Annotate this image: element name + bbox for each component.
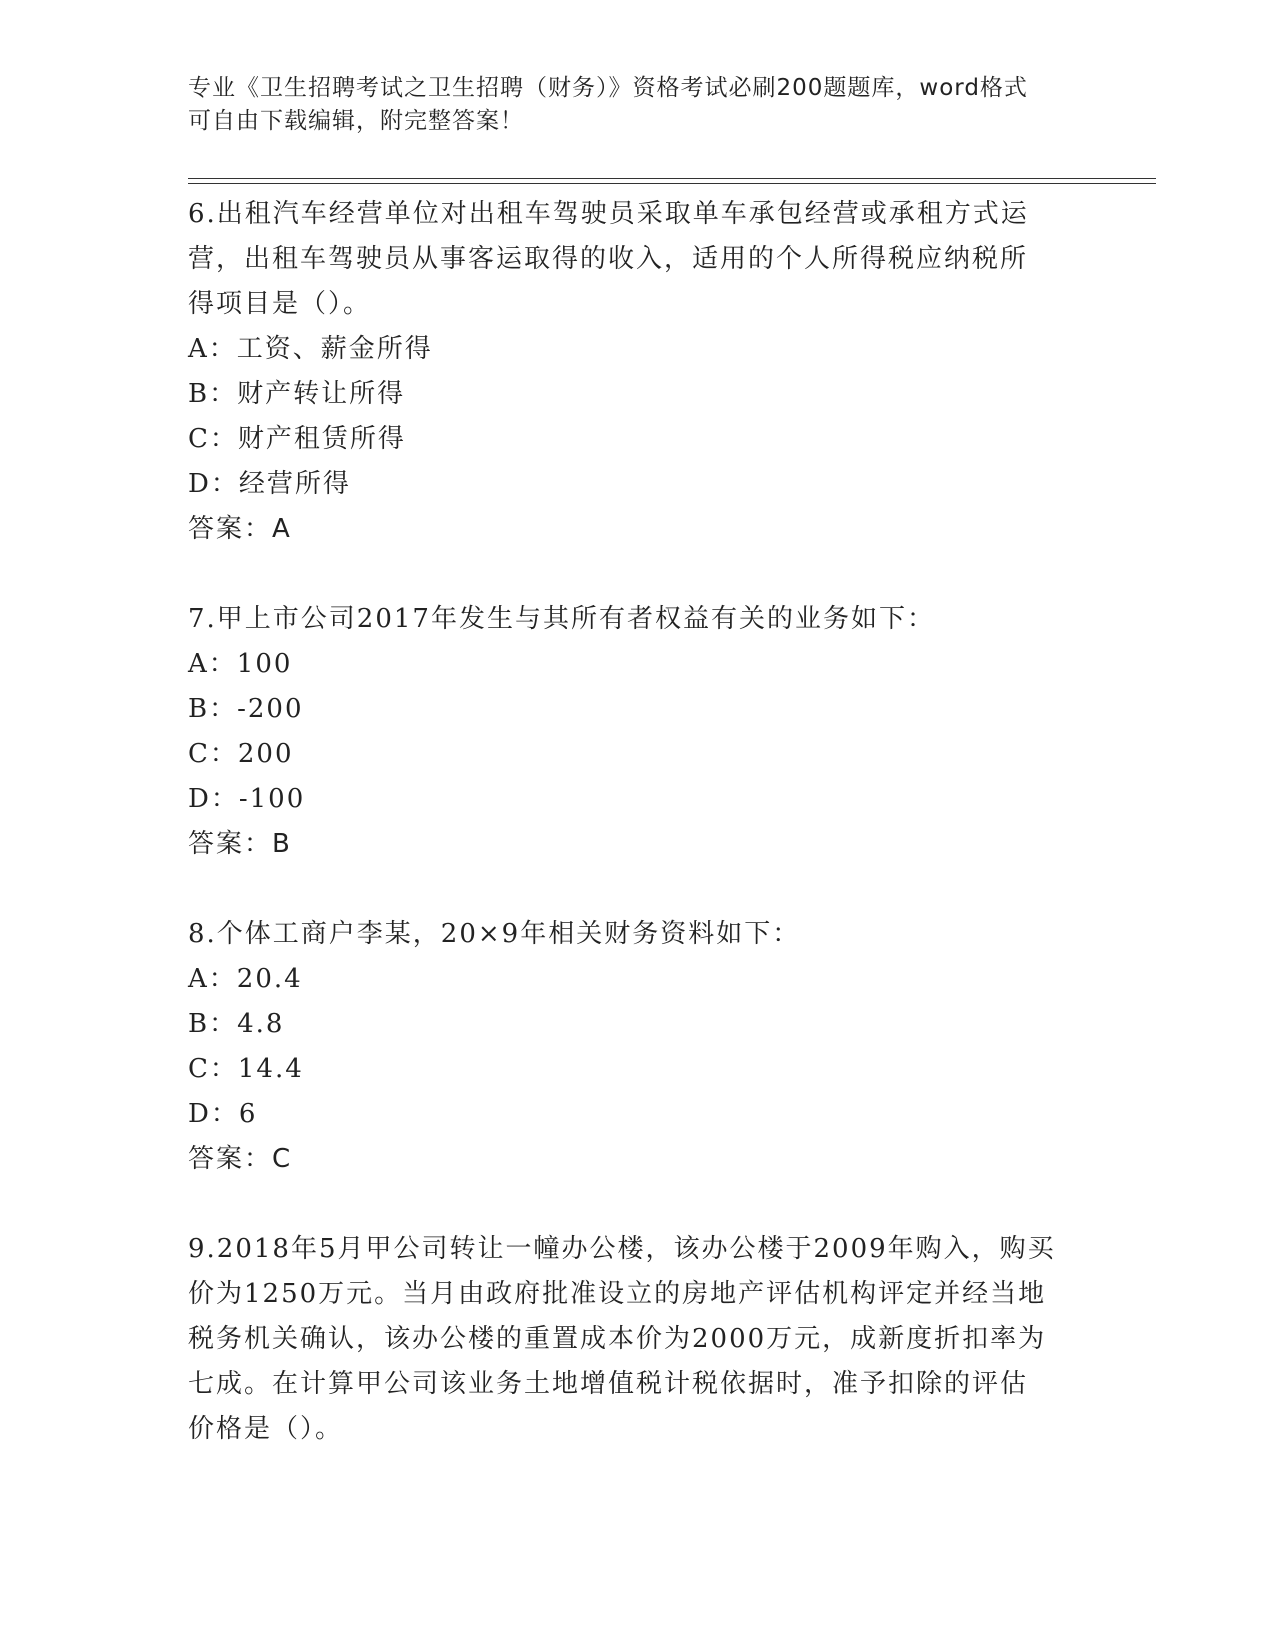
header-divider-top	[188, 178, 1156, 179]
header-line-2: 可自由下载编辑，附完整答案！	[188, 108, 524, 134]
option-b: B：-200	[188, 694, 304, 724]
option-b: B：财产转让所得	[188, 379, 406, 409]
question-stem-line: 税务机关确认，该办公楼的重置成本价为2000万元，成新度折扣率为	[188, 1324, 1047, 1354]
option-d: D：6	[188, 1099, 258, 1129]
option-a: A：20.4	[188, 964, 303, 994]
option-c: C：200	[188, 739, 294, 769]
answer: 答案：B	[188, 829, 292, 859]
option-d: D：-100	[188, 784, 306, 814]
question-stem-line: 价格是（）。	[188, 1414, 344, 1444]
question-stem-line: 6.出租汽车经营单位对出租车驾驶员采取单车承包经营或承租方式运	[188, 199, 1029, 229]
option-d: D：经营所得	[188, 469, 351, 499]
option-c: C：14.4	[188, 1054, 304, 1084]
question-8	[188, 912, 1088, 1182]
question-spacer	[188, 1182, 1088, 1227]
question-7	[188, 597, 1088, 867]
answer: 答案：A	[188, 514, 292, 544]
document-header	[188, 72, 1068, 138]
option-b: B：4.8	[188, 1009, 285, 1039]
question-list	[188, 192, 1088, 1452]
option-c: C：财产租赁所得	[188, 424, 406, 454]
question-spacer	[188, 867, 1088, 912]
question-stem-line: 价为1250万元。当月由政府批准设立的房地产评估机构评定并经当地	[188, 1279, 1047, 1309]
header-line-1: 专业《卫生招聘考试之卫生招聘（财务）》资格考试必刷200题题库，word格式	[188, 75, 1028, 101]
question-spacer	[188, 552, 1088, 597]
header-divider-bottom	[188, 183, 1156, 184]
question-stem-line: 得项目是（）。	[188, 289, 372, 319]
option-a: A：工资、薪金所得	[188, 334, 433, 364]
option-a: A：100	[188, 649, 293, 679]
question-9	[188, 1227, 1088, 1452]
question-stem-line: 8.个体工商户李某，20×9年相关财务资料如下：	[188, 919, 801, 949]
question-stem-line: 七成。在计算甲公司该业务土地增值税计税依据时，准予扣除的评估	[188, 1369, 1029, 1399]
question-stem-line: 9.2018年5月甲公司转让一幢办公楼，该办公楼于2009年购入，购买	[188, 1234, 1056, 1264]
question-stem-line: 7.甲上市公司2017年发生与其所有者权益有关的业务如下：	[188, 604, 935, 634]
answer: 答案：C	[188, 1144, 293, 1174]
question-stem-line: 营，出租车驾驶员从事客运取得的收入，适用的个人所得税应纳税所	[188, 244, 1029, 274]
question-6	[188, 192, 1088, 552]
